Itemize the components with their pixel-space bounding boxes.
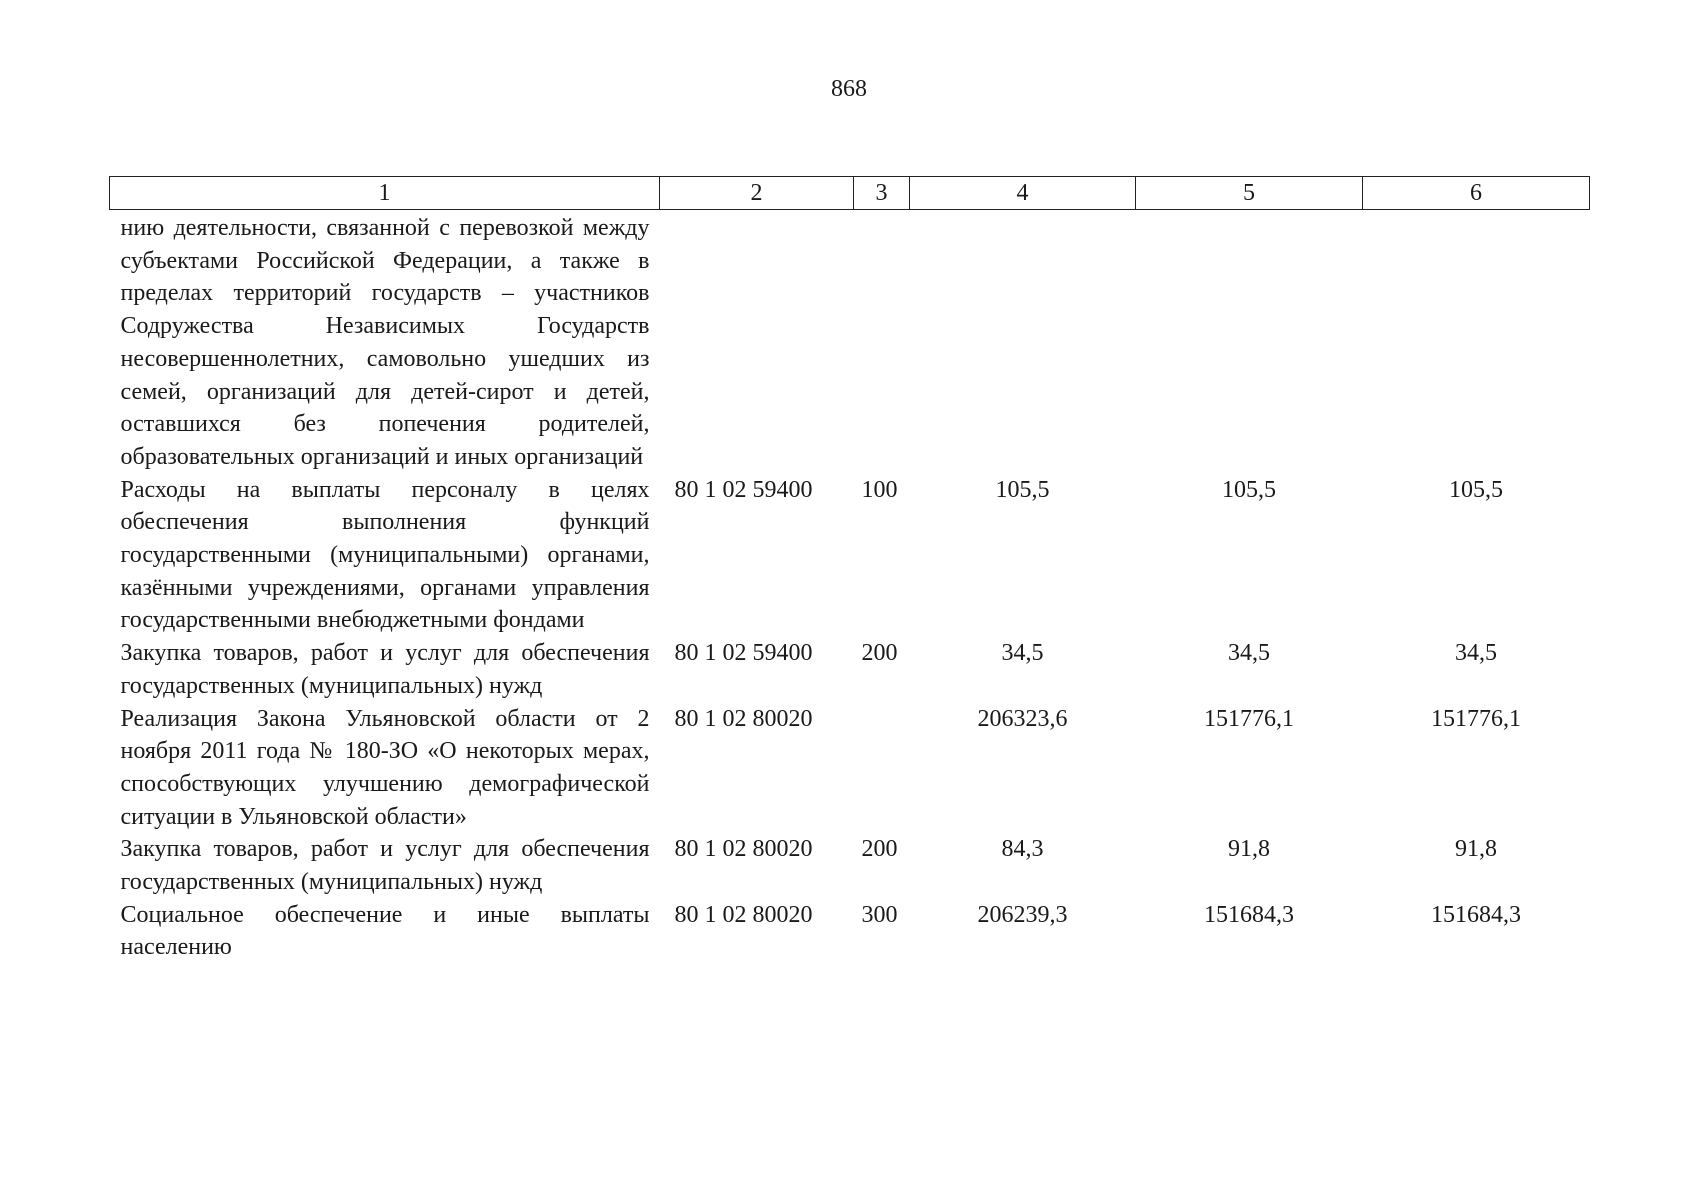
row-expense-type: 100 [861, 476, 898, 503]
page-number: 868 [831, 76, 867, 102]
row-value-col5: 151684,3 [1204, 901, 1294, 928]
row-target-code: 80 1 02 59400 [674, 640, 813, 667]
row-expense-type: 200 [861, 836, 898, 863]
row-expense-type: 300 [861, 901, 898, 928]
budget-table-container [109, 176, 1589, 964]
row-target-code: 80 1 02 80020 [674, 901, 813, 928]
table-row [110, 210, 1590, 474]
row-description: Закупка товаров, работ и услуг для обеспечения государственных (муниципальных) нужд [120, 640, 650, 699]
row-description: Закупка товаров, работ и услуг для обеспечения государственных (муниципальных) нужд [120, 836, 650, 896]
row-value-col5: 105,5 [1222, 476, 1276, 503]
budget-table [109, 176, 1590, 964]
row-value-col4: 206239,3 [977, 901, 1068, 928]
table-row [110, 637, 1590, 702]
table-row [110, 703, 1590, 834]
row-value-col4 [910, 210, 1136, 474]
row-description: Реализация Закона Ульяновской области от 2 ноября 2011 года № 180-ЗО «О некоторых мерах, способствующих улучшению демографической ситуации в Ульяновской области» [120, 705, 650, 830]
row-description: Расходы на выплаты персоналу в целях обеспечения выполнения функций государственными (муниципальными) органами, казёнными учреждениями, органами управления государственными внебюджетными фондами [120, 476, 650, 634]
row-value-col5: 34,5 [1228, 640, 1270, 667]
row-value-col6: 151776,1 [1431, 705, 1521, 732]
header-col-3: 3 [854, 177, 910, 210]
header-col-1: 1 [110, 177, 660, 210]
row-target-code [660, 210, 854, 474]
row-description: нию деятельности, связанной с перевозкой между субъектами Российской Федерации, а также в пределах территорий государств – участников Содружества Независимых Государств несовершеннолетних, самовольно ушедших из семей, организаций для детей-сирот и детей, оставшихся без попечения родителей, образовательных организаций и иных организаций [120, 215, 650, 470]
row-value-col4: 206323,6 [977, 705, 1068, 732]
header-col-6: 6 [1363, 177, 1590, 210]
row-value-col6: 105,5 [1449, 476, 1503, 503]
header-row [110, 177, 1590, 210]
row-expense-type [854, 703, 910, 834]
row-value-col6: 34,5 [1455, 640, 1497, 667]
row-value-col5: 91,8 [1228, 836, 1270, 863]
row-target-code: 80 1 02 80020 [674, 705, 813, 732]
row-value-col6: 91,8 [1455, 836, 1497, 863]
row-target-code: 80 1 02 59400 [674, 476, 813, 503]
header-col-5: 5 [1136, 177, 1363, 210]
table-row [110, 833, 1590, 898]
row-value-col4: 34,5 [1001, 640, 1044, 667]
row-expense-type: 200 [861, 640, 898, 667]
row-value-col6: 151684,3 [1431, 901, 1521, 928]
header-col-2: 2 [660, 177, 854, 210]
row-value-col5: 151776,1 [1204, 705, 1294, 732]
row-target-code: 80 1 02 80020 [674, 836, 813, 863]
row-description: Социальное обеспечение и иные выплаты населению [120, 901, 650, 961]
row-value-col6 [1363, 210, 1590, 474]
table-row [110, 899, 1590, 964]
row-value-col4: 105,5 [995, 476, 1050, 503]
row-value-col5 [1136, 210, 1363, 474]
table-row [110, 474, 1590, 638]
row-expense-type [854, 210, 910, 474]
row-value-col4: 84,3 [1001, 836, 1044, 863]
header-col-4: 4 [910, 177, 1136, 210]
